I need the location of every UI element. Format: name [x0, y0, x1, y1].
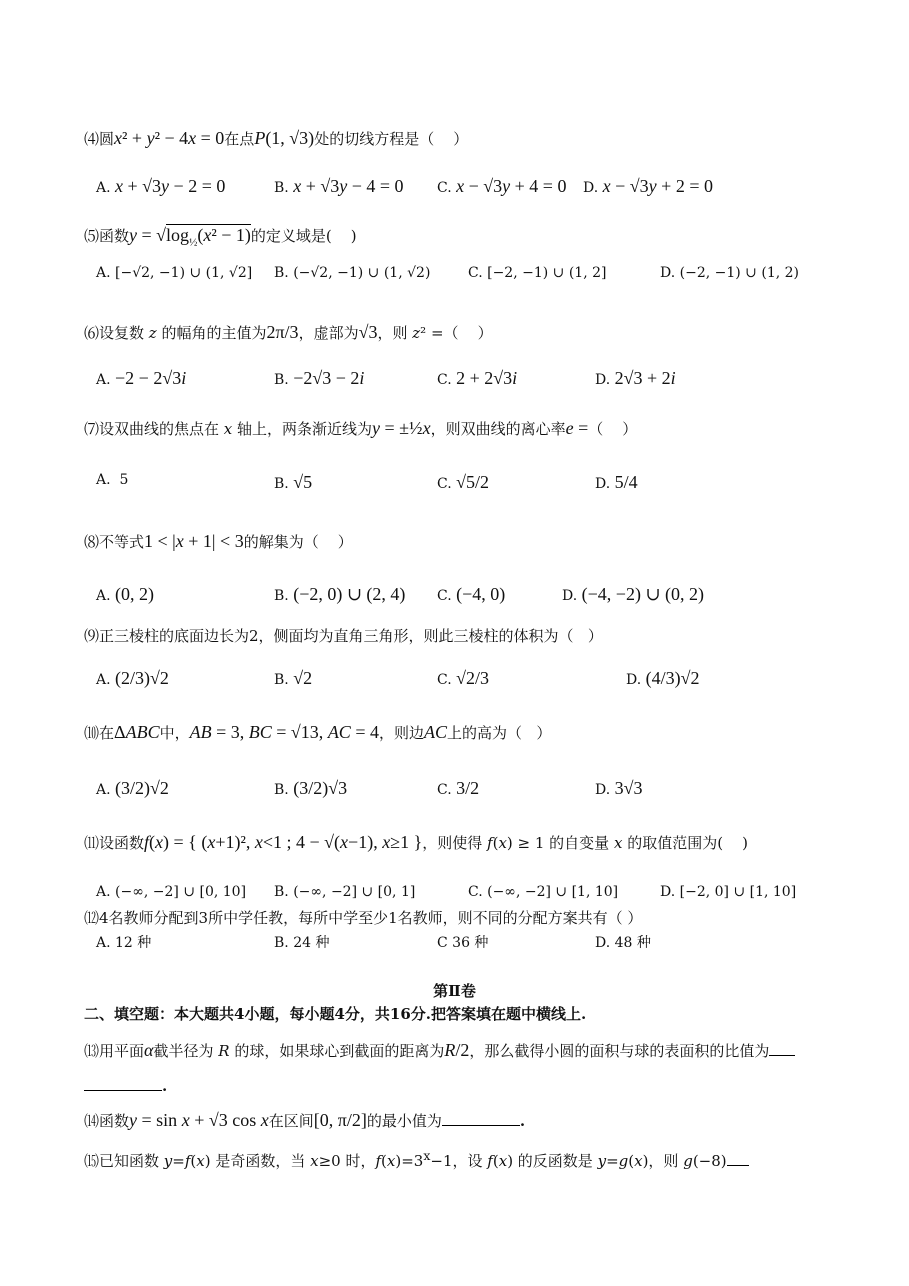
question-8: ⑻不等式1 < |x + 1| < 3的解集为（ ） — [84, 531, 353, 551]
q7-option-c: C. √5/2 — [437, 472, 490, 492]
q10-option-d: D. 3√3 — [595, 778, 643, 798]
question-9: ⑼正三棱柱的底面边长为2，侧面均为直角三角形，则此三棱柱的体积为（ ） — [84, 627, 603, 645]
question-5: ⑸函数$y = √\log_{\frac{1}{2}}(x^2 - 1)$的定义域是( ) — [84, 225, 357, 249]
q15-answer-line[interactable] — [727, 1151, 749, 1166]
q7-option-b: B. √5 — [274, 472, 313, 492]
question-7: ⑺设双曲线的焦点在 x 轴上，两条渐近线为y = ±½x，则双曲线的离心率e =（ ） — [84, 418, 638, 438]
question-14: ⒁函数y = sin x + √3 cos x在区间[0, π/2]的最小值为 . — [84, 1110, 526, 1130]
q4-option-a: A. x + √3y − 2 = 0 — [96, 176, 226, 196]
question-6: ⑹设复数 z 的幅角的主值为2π/3，虚部为√3，则 z² =（ ） — [84, 322, 493, 342]
q12-option-b: B. 24 种 — [274, 935, 330, 951]
q7-option-a: A. 5 — [96, 472, 129, 488]
q12-option-c: C 36 种 — [437, 935, 489, 951]
question-12: ⑿4名教师分配到3所中学任教，每所中学至少1名教师，则不同的分配方案共有（ ） — [84, 909, 643, 927]
q6-option-d: D. 2√3 + 2i — [595, 368, 676, 388]
q5-option-d: D. (−2, −1) ∪ (1, 2) — [660, 265, 799, 281]
q8-option-a: A. (0, 2) — [96, 584, 155, 604]
q9-option-d: D. (4/3)√2 — [626, 668, 700, 688]
question-15: ⒂已知函数 y=f(x) 是奇函数，当 x≥0 时，$f(x)=3^x-1$，设 f(x) 的反函数是 y=g(x)，则 g(−8) — [84, 1148, 749, 1171]
q8-option-d: D. (−4, −2) ∪ (0, 2) — [562, 584, 705, 604]
question-10: ⑽在ΔABC中，AB = 3, BC = √13, AC = 4，则边AC上的高为（ ） — [84, 722, 552, 742]
q8-option-b: B. (−2, 0) ∪ (2, 4) — [274, 584, 406, 604]
q4-option-c: C. x − √3y + 4 = 0 — [437, 176, 567, 196]
q10-option-c: C. 3/2 — [437, 778, 480, 798]
q6-option-c: C. 2 + 2√3i — [437, 368, 518, 388]
q8-option-c: C. (−4, 0) — [437, 584, 506, 604]
section-title: 第Ⅱ卷 — [433, 982, 476, 1000]
q6-option-b: B. −2√3 − 2i — [274, 368, 365, 388]
q4-option-b: B. x + √3y − 4 = 0 — [274, 176, 404, 196]
q12-option-d: D. 48 种 — [595, 935, 651, 951]
q9-option-b: B. √2 — [274, 668, 313, 688]
q11-option-d: D. [−2, 0] ∪ [1, 10] — [660, 884, 797, 900]
q5-option-b: B. (−√2, −1) ∪ (1, √2) — [274, 265, 431, 281]
q13-answer-line[interactable]: . — [84, 1076, 167, 1095]
question-4: ⑷圆x² + y² − 4x = 0在点P(1, √3)处的切线方程是（ ） — [84, 128, 469, 148]
q9-option-c: C. √2/3 — [437, 668, 490, 688]
question-13: ⒀用平面α截半径为 R 的球，如果球心到截面的距离为R/2，那么截得小圆的面积与球的表面积的比值为 — [84, 1040, 795, 1061]
q5-option-a: A. [−√2, −1) ∪ (1, √2] — [96, 265, 253, 281]
q7-option-d: D. 5/4 — [595, 472, 638, 492]
q4-option-d: D. x − √3y + 2 = 0 — [583, 176, 713, 196]
q9-option-a: A. (2/3)√2 — [96, 668, 169, 688]
q10-option-b: B. (3/2)√3 — [274, 778, 348, 798]
q11-option-b: B. (−∞, −2] ∪ [0, 1] — [274, 884, 416, 900]
q6-option-a: A. −2 − 2√3i — [96, 368, 187, 388]
q11-option-c: C. (−∞, −2] ∪ [1, 10] — [468, 884, 619, 900]
q10-option-a: A. (3/2)√2 — [96, 778, 169, 798]
q5-option-c: C. [−2, −1) ∪ (1, 2] — [468, 265, 607, 281]
q12-option-a: A. 12 种 — [96, 935, 152, 951]
q11-option-a: A. (−∞, −2] ∪ [0, 10] — [96, 884, 247, 900]
question-11: ⑾设函数f(x) = { (x+1)², x<1 ; 4 − √(x−1), x≥1 }，则使得 f(x) ≥ 1 的自变量 x 的取值范围为( ) — [84, 832, 748, 852]
q14-answer-line[interactable] — [442, 1111, 520, 1126]
section-heading: 二、填空题：本大题共4小题，每小题4分，共16分.把答案填在题中横线上. — [84, 1005, 587, 1023]
